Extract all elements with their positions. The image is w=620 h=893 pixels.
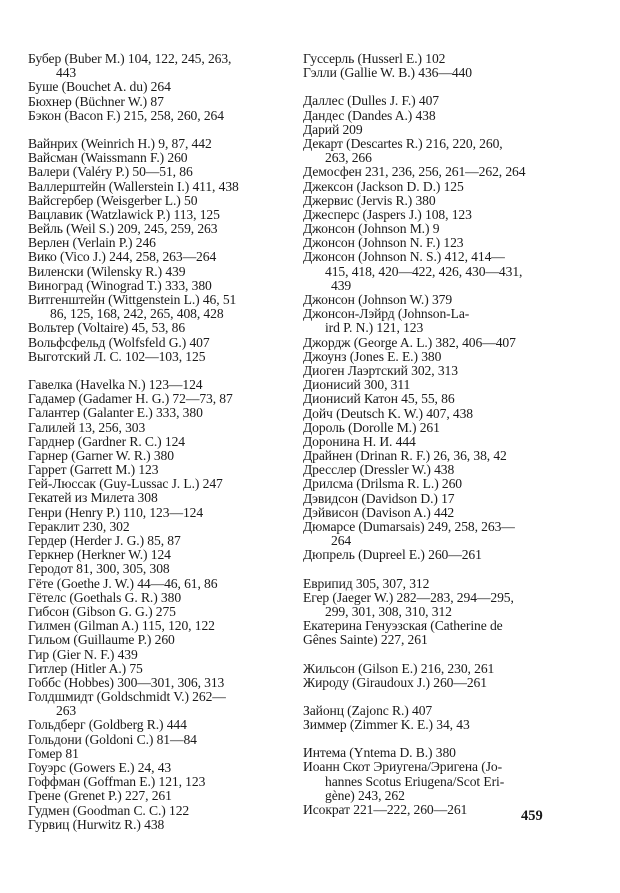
index-entry: Вайсгербер (Weisgerber L.) 50 (28, 192, 198, 208)
index-entry: Джонсон (Johnson W.) 379 (303, 292, 453, 307)
index-entry: Гуссерль (Husserl E.) 102 (303, 51, 446, 66)
index-entry-continuation: 415, 418, 420—422, 426, 430—431, (325, 263, 523, 279)
index-entry: Вольтер (Voltaire) 45, 53, 86 (28, 320, 186, 336)
index-entry: Гольдони (Goldoni C.) 81—84 (28, 731, 197, 747)
index-entry: Генри (Henry P.) 110, 123—124 (28, 504, 204, 520)
index-entry: Геродот 81, 300, 305, 308 (28, 561, 170, 577)
index-entry: Гольдберг (Goldberg R.) 444 (28, 717, 187, 733)
index-column-left (28, 52, 273, 832)
index-entry: Дресслер (Dressler W.) 438 (303, 462, 455, 478)
index-entry: Дионисий 300, 311 (303, 377, 411, 393)
index-entry: Грене (Grenet P.) 227, 261 (28, 788, 172, 804)
index-entry: Гоффман (Goffman E.) 121, 123 (28, 774, 206, 790)
index-entry: Гомер 81 (28, 745, 79, 761)
index-entry: Вейль (Weil S.) 209, 245, 259, 263 (28, 221, 218, 237)
index-entry-continuation: 263 (56, 703, 77, 719)
index-entry-continuation: ird P. N.) 121, 123 (325, 320, 424, 336)
index-entry: Дрилсма (Drilsma R. L.) 260 (303, 476, 463, 492)
index-entry: Зиммер (Zimmer K. E.) 34, 43 (303, 717, 470, 733)
index-entry: Буше (Bouchet A. du) 264 (28, 79, 171, 95)
index-entry: Галилей 13, 256, 303 (28, 419, 146, 435)
section-gap (303, 732, 548, 746)
index-entry: Бюхнер (Büchner W.) 87 (28, 93, 164, 109)
index-entry: Джонсон-Лэйрд (Johnson-La- (303, 306, 470, 322)
index-entry: Жироду (Giraudoux J.) 260—261 (303, 674, 487, 690)
index-entry: Джонсон (Johnson M.) 9 (303, 221, 440, 237)
index-entry: Гурвиц (Hurwitz R.) 438 (28, 816, 165, 832)
index-entry: Дэвидсон (Davidson D.) 17 (303, 490, 455, 506)
index-entry: Дарий 209 (303, 121, 363, 137)
index-entry: Вольфсфельд (Wolfsfeld G.) 407 (28, 334, 210, 350)
index-entry: Даллес (Dulles J. F.) 407 (303, 93, 439, 109)
index-entry: Галантер (Galanter E.) 333, 380 (28, 405, 203, 421)
index-entry: Джексон (Jackson D. D.) 125 (303, 178, 464, 194)
index-entry: Бубер (Buber M.) 104, 122, 245, 263, (28, 51, 232, 66)
index-entry: Джонсон (Johnson N. S.) 412, 414— (303, 249, 505, 265)
index-entry: Вайсман (Waissmann F.) 260 (28, 150, 188, 166)
index-entry: Дороль (Dorolle M.) 261 (303, 419, 440, 435)
index-entry: Гаррет (Garrett M.) 123 (28, 462, 159, 478)
index-entry: Гёте (Goethe J. W.) 44—46, 61, 86 (28, 575, 218, 591)
index-entry: Интема (Yntema D. B.) 380 (303, 745, 456, 761)
section-gap (28, 364, 273, 378)
index-entry: Gênes Sainte) 227, 261 (303, 632, 428, 648)
index-entry: Гитлер (Hitler A.) 75 (28, 660, 143, 676)
index-entry: Гекатей из Милета 308 (28, 490, 158, 506)
index-entry: Гибсон (Gibson G. G.) 275 (28, 603, 176, 619)
index-entry: Вико (Vico J.) 244, 258, 263—264 (28, 249, 217, 265)
index-entry: Дюпрель (Dupreel E.) 260—261 (303, 547, 482, 563)
index-entry: Витгенштейн (Wittgenstein L.) 46, 51 (28, 292, 237, 307)
index-entry-continuation: 264 (331, 533, 352, 549)
index-entry: Дандес (Dandes A.) 438 (303, 107, 436, 123)
index-entry: Джервис (Jervis R.) 380 (303, 192, 436, 208)
index-entry: Екатерина Генуэзская (Catherine de (303, 618, 503, 634)
index-entry: Валлерштейн (Wallerstein I.) 411, 438 (28, 178, 239, 194)
index-entry: Зайонц (Zajonc R.) 407 (303, 702, 433, 718)
index-entry: Гераклит 230, 302 (28, 518, 130, 534)
index-entry: Виноград (Winograd T.) 333, 380 (28, 277, 212, 293)
section-gap (28, 123, 273, 137)
section-gap (303, 563, 548, 577)
index-entry-continuation: 299, 301, 308, 310, 312 (325, 603, 452, 619)
index-entry: Дионисий Катон 45, 55, 86 (303, 391, 455, 407)
index-entry: Джордж (George A. L.) 382, 406—407 (303, 334, 516, 350)
index-entry: Иоанн Скот Эриугена/Эригена (Jo- (303, 759, 503, 775)
index-entry-continuation: 443 (56, 65, 77, 81)
index-entry: Джесперс (Jaspers J.) 108, 123 (303, 206, 472, 222)
index-entry: Демосфен 231, 236, 256, 261—262, 264 (303, 164, 526, 180)
index-entry: Гарднер (Gardner R. C.) 124 (28, 433, 185, 449)
index-entry: Гердер (Herder J. G.) 85, 87 (28, 533, 181, 548)
index-entry: Гарнер (Garner W. R.) 380 (28, 447, 174, 463)
index-entry: Дюмарсе (Dumarsais) 249, 258, 263— (303, 519, 515, 534)
index-entry: Виленски (Wilensky R.) 439 (28, 263, 186, 279)
section-gap (303, 690, 548, 704)
index-entry-continuation: hannes Scotus Eriugena/Scot Eri- (325, 773, 505, 789)
index-entry: Дэйвисон (Davison A.) 442 (303, 504, 455, 520)
index-entry: Доронина Н. И. 444 (303, 433, 416, 449)
index-entry: Гоббс (Hobbes) 300—301, 306, 313 (28, 674, 225, 690)
index-entry: Гётелс (Goethals G. R.) 380 (28, 589, 182, 605)
index-entry: Бэкон (Bacon F.) 215, 258, 260, 264 (28, 107, 224, 123)
index-entry: Верлен (Verlain P.) 246 (28, 235, 156, 251)
index-entry-continuation: 86, 125, 168, 242, 265, 408, 428 (50, 306, 224, 322)
section-gap (303, 80, 548, 94)
index-entry: Дойч (Deutsch K. W.) 407, 438 (303, 405, 474, 421)
index-entry: Гей-Люссак (Guy-Lussac J. L.) 247 (28, 476, 223, 492)
index-entry: Валери (Valéry P.) 50—51, 86 (28, 164, 193, 180)
page-number: 459 (521, 808, 543, 824)
index-entry: Гилмен (Gilman A.) 115, 120, 122 (28, 618, 215, 634)
index-entry-continuation: 263, 266 (325, 150, 372, 166)
index-entry: Джоунз (Jones E. E.) 380 (303, 348, 442, 364)
index-entry: Еврипид 305, 307, 312 (303, 575, 430, 591)
index-entry: Драйнен (Drinan R. F.) 26, 36, 38, 42 (303, 448, 507, 464)
index-entry: Егер (Jaeger W.) 282—283, 294—295, (303, 589, 514, 605)
index-entry: Гэлли (Gallie W. B.) 436—440 (303, 65, 472, 81)
index-entry: Гильом (Guillaume P.) 260 (28, 632, 175, 648)
index-column-right (303, 52, 548, 817)
section-gap (303, 648, 548, 662)
index-entry: Вайнрих (Weinrich H.) 9, 87, 442 (28, 135, 212, 151)
index-entry: Гоуэрс (Gowers E.) 24, 43 (28, 760, 172, 775)
index-entry-continuation: 439 (331, 277, 352, 293)
index-entry: Голдшмидт (Goldschmidt V.) 262— (28, 689, 226, 705)
index-entry-continuation: gène) 243, 262 (325, 787, 405, 803)
index-entry: Гудмен (Goodman C. C.) 122 (28, 802, 190, 818)
index-entry: Вацлавик (Watzlawick P.) 113, 125 (28, 206, 220, 222)
index-entry: Джонсон (Johnson N. F.) 123 (303, 235, 464, 251)
index-entry: Гадамер (Gadamer H. G.) 72—73, 87 (28, 391, 233, 407)
index-entry: Гир (Gier N. F.) 439 (28, 646, 138, 662)
index-entry: Выготский Л. С. 102—103, 125 (28, 348, 206, 364)
index-entry: Диоген Лаэртский 302, 313 (303, 362, 458, 378)
index-entry: Исократ 221—222, 260—261 (303, 802, 468, 817)
index-entry: Геркнер (Herkner W.) 124 (28, 547, 171, 563)
index-entry: Гавелка (Havelka N.) 123—124 (28, 376, 203, 392)
index-entry: Жильсон (Gilson E.) 216, 230, 261 (303, 660, 495, 676)
index-entry: Декарт (Descartes R.) 216, 220, 260, (303, 135, 503, 151)
